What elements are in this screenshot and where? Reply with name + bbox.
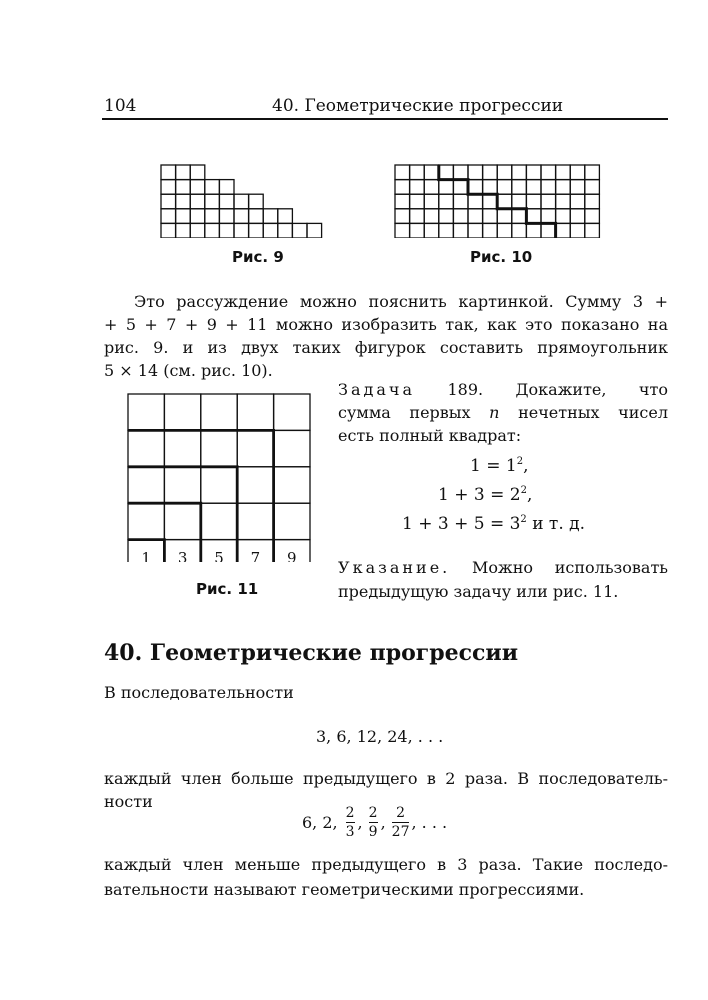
paragraph-line: каждый член меньше предыдущего в 3 раза. Такие последо- [104, 855, 668, 874]
figure-10-caption: Рис. 10 [470, 248, 533, 266]
grid-cell [176, 209, 191, 224]
task-line: есть полный квадрат: [338, 426, 522, 445]
grid-cell [234, 209, 249, 224]
exponent: 2 [520, 485, 527, 496]
equation-text: 1 + 3 = 2 [438, 485, 521, 505]
grid-cell [424, 180, 439, 195]
grid-cell [556, 165, 571, 180]
grid-cell [526, 223, 541, 238]
grid-cell [424, 194, 439, 209]
grid-cell [556, 223, 571, 238]
grid-cell [512, 209, 527, 224]
grid-cell [274, 503, 310, 539]
grid-cell [395, 223, 410, 238]
fraction [369, 805, 378, 840]
grid-cell [497, 194, 512, 209]
equation-text: 1 + 3 + 5 = 3 [402, 514, 521, 534]
paragraph-line: Это рассуждение можно пояснить картинкой. Сумму 3 + [134, 292, 668, 311]
task-text: сумма первых [338, 403, 490, 422]
exponent: 2 [516, 456, 524, 467]
grid-cell [237, 430, 273, 466]
grid-cell [497, 209, 512, 224]
grid-cell [497, 223, 512, 238]
grid-cell [453, 165, 468, 180]
grid-cell [128, 503, 164, 539]
grid-cell [176, 194, 191, 209]
grid-cell [410, 165, 425, 180]
grid-cell [234, 223, 249, 238]
grid-cell [439, 209, 454, 224]
grid-cell [219, 209, 234, 224]
grid-cell [512, 180, 527, 195]
grid-cell [512, 194, 527, 209]
sequence-prefix: 6, 2, [302, 812, 338, 832]
grid-cell [128, 430, 164, 466]
equation-text: , [523, 456, 529, 476]
equation-3 [402, 514, 585, 534]
grid-cell [164, 503, 200, 539]
grid-cell [468, 223, 483, 238]
task-189 [338, 378, 668, 447]
denominator: 3 [345, 823, 355, 840]
figure-11-caption: Рис. 11 [196, 580, 259, 598]
grid-cell [541, 209, 556, 224]
grid-cell [512, 223, 527, 238]
grid-cell [201, 503, 237, 539]
grid-cell [237, 467, 273, 503]
grid-cell [570, 209, 585, 224]
grid-cell [410, 209, 425, 224]
grid-cell [570, 223, 585, 238]
paragraph-ratio-3 [104, 852, 668, 902]
grid-cell [439, 223, 454, 238]
grid-cell [395, 165, 410, 180]
equation-text: и т. д. [526, 514, 586, 534]
paragraph-line: + 5 + 7 + 9 + 11 можно изобразить так, как это показано на [104, 315, 668, 334]
numerator: 2 [345, 804, 355, 821]
paragraph-line: каждый член больше предыдущего в 2 раза. В последователь- [104, 769, 668, 788]
grid-cell [483, 209, 498, 224]
grid-cell [219, 194, 234, 209]
grid-cell [205, 209, 220, 224]
grid-cell [263, 223, 278, 238]
grid-cell [274, 430, 310, 466]
equation-2 [438, 485, 532, 505]
grid-cell [278, 209, 293, 224]
grid-cell [468, 209, 483, 224]
equation-text: 1 = 1 [470, 456, 517, 476]
grid-cell [468, 165, 483, 180]
grid-cell [570, 194, 585, 209]
grid-cell [483, 223, 498, 238]
grid-cell [541, 180, 556, 195]
grid-cell [395, 209, 410, 224]
numerator: 2 [368, 804, 378, 821]
page-number: 104 [104, 96, 137, 116]
odd-number-label: 5 [214, 548, 224, 562]
grid-cell [453, 209, 468, 224]
grid-cell [249, 223, 264, 238]
figure-9-caption: Рис. 9 [232, 248, 284, 266]
paragraph-line: вательности называют геометрическими прогрессиями. [104, 880, 585, 899]
equation-1 [470, 456, 528, 476]
grid-cell [190, 180, 205, 195]
fraction [346, 805, 355, 840]
grid-cell [424, 165, 439, 180]
task-text: нечетных чисел [499, 403, 668, 422]
grid-cell [164, 467, 200, 503]
grid-cell [274, 394, 310, 430]
hint-line [338, 556, 668, 580]
grid-cell [410, 180, 425, 195]
grid-cell [234, 194, 249, 209]
paragraph-explanation [104, 290, 668, 382]
grid-cell [410, 194, 425, 209]
grid-cell [201, 394, 237, 430]
grid-cell [497, 165, 512, 180]
section-intro: В последовательности [104, 683, 294, 702]
grid-cell [556, 209, 571, 224]
running-title: 40. Геометрические прогрессии [272, 96, 564, 116]
grid-cell [570, 165, 585, 180]
grid-cell [219, 223, 234, 238]
grid-cell [585, 194, 600, 209]
grid-cell [468, 194, 483, 209]
grid-cell [570, 180, 585, 195]
figure-10-rectangle [394, 164, 602, 238]
denominator: 27 [391, 823, 410, 840]
grid-cell [278, 223, 293, 238]
grid-cell [468, 180, 483, 195]
grid-cell [164, 394, 200, 430]
grid-cell [190, 209, 205, 224]
paragraph-line: ности [104, 792, 153, 811]
numerator: 2 [396, 804, 406, 821]
task-line [338, 378, 668, 401]
grid-cell [205, 180, 220, 195]
grid-cell [483, 194, 498, 209]
sequence-suffix: , . . . [411, 812, 448, 832]
paragraph-line: рис. 9. и из двух таких фигурок составить прямоугольник [104, 338, 668, 357]
grid-cell [439, 180, 454, 195]
equation-text: , [526, 485, 533, 505]
grid-cell [201, 467, 237, 503]
grid-cell [249, 209, 264, 224]
grid-cell [263, 209, 278, 224]
fraction [392, 805, 410, 840]
grid-cell [164, 430, 200, 466]
odd-number-label: 1 [141, 548, 151, 562]
hint [338, 556, 668, 604]
grid-cell [526, 180, 541, 195]
denominator: 9 [368, 823, 378, 840]
grid-cell [205, 223, 220, 238]
figure-11-grid [126, 392, 312, 562]
grid-cell [585, 223, 600, 238]
hint-line: предыдущую задачу или рис. 11. [338, 582, 619, 601]
grid-cell [190, 194, 205, 209]
paragraph-line: 5 × 14 (см. рис. 10). [104, 361, 273, 380]
grid-cell [526, 209, 541, 224]
grid-cell [439, 165, 454, 180]
odd-number-label: 3 [177, 548, 188, 562]
grid-cell [526, 165, 541, 180]
grid-cell [292, 223, 307, 238]
grid-cell [128, 467, 164, 503]
task-label: Задача [338, 380, 416, 399]
task-line [338, 401, 668, 424]
grid-cell [585, 165, 600, 180]
grid-cell [237, 394, 273, 430]
grid-cell [497, 180, 512, 195]
grid-cell [512, 165, 527, 180]
header-rule [102, 118, 668, 120]
grid-cell [410, 223, 425, 238]
grid-cell [205, 194, 220, 209]
figure-9-staircase [160, 164, 326, 238]
grid-cell [161, 180, 176, 195]
grid-cell [161, 165, 176, 180]
grid-cell [307, 223, 322, 238]
grid-cell [128, 394, 164, 430]
grid-cell [219, 180, 234, 195]
grid-cell [541, 223, 556, 238]
grid-cell [453, 194, 468, 209]
grid-cell [453, 223, 468, 238]
odd-number-label: 7 [250, 548, 261, 562]
grid-cell [395, 194, 410, 209]
grid-cell [237, 503, 273, 539]
grid-cell [395, 180, 410, 195]
grid-cell [249, 194, 264, 209]
grid-cell [541, 194, 556, 209]
grid-cell [526, 194, 541, 209]
grid-cell [161, 223, 176, 238]
l-shape-boundary [128, 467, 237, 562]
grid-cell [439, 194, 454, 209]
grid-cell [161, 209, 176, 224]
hint-text: Можно использовать [450, 558, 668, 577]
grid-cell [541, 165, 556, 180]
variable-n: n [489, 403, 500, 422]
section-title: 40. Геометрические прогрессии [104, 640, 519, 666]
hint-label: Указание. [338, 558, 451, 577]
grid-cell [483, 180, 498, 195]
odd-number-label: 9 [287, 548, 297, 562]
grid-cell [274, 467, 310, 503]
grid-cell [424, 209, 439, 224]
grid-cell [585, 209, 600, 224]
grid-cell [190, 223, 205, 238]
grid-cell [176, 180, 191, 195]
sequence-2: 6, 2, $\frac{2}{3}$ , $\frac{2}{9}$ , $\frac{2}{27}$ , . . . [302, 804, 448, 840]
grid-cell [556, 194, 571, 209]
grid-cell [176, 165, 191, 180]
grid-cell [453, 180, 468, 195]
grid-cell [190, 165, 205, 180]
grid-cell [585, 180, 600, 195]
sequence-1: 3, 6, 12, 24, . . . [316, 727, 444, 746]
grid-cell [424, 223, 439, 238]
grid-cell [556, 180, 571, 195]
grid-cell [176, 223, 191, 238]
task-text: 189. Докажите, что [415, 380, 668, 399]
grid-cell [483, 165, 498, 180]
exponent: 2 [520, 514, 527, 525]
grid-cell [161, 194, 176, 209]
grid-cell [201, 430, 237, 466]
